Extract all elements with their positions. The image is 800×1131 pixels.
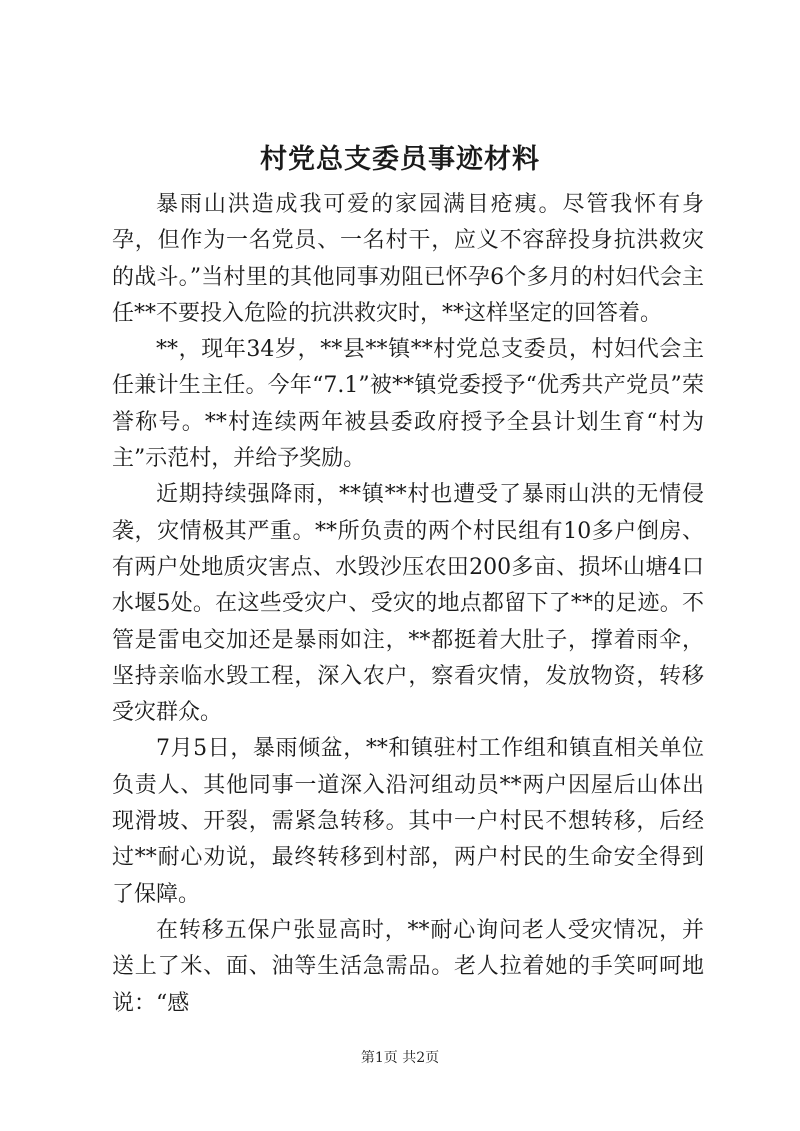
document-title: 村党总支委员事迹材料: [260, 144, 540, 175]
page-number-footer: 第1页 共2页: [360, 1050, 440, 1066]
document-body: [112, 187, 704, 1022]
paragraph: 在转移五保户张显高时，**耐心询问老人受灾情况，并送上了米、面、油等生活急需品。老人拉着她的手笑呵呵地说：“感: [112, 917, 704, 1016]
paragraph: **，现年34岁，**县**镇**村党总支委员，村妇代会主任兼计生主任。今年“7.1”被**镇党委授予“优秀共产党员”荣誉称号。**村连续两年被县委政府授予全县计划生育“村为主”示范村，并给予奖励。: [112, 337, 704, 472]
paragraph: 近期持续强降雨，**镇**村也遭受了暴雨山洪的无情侵袭，灾情极其严重。**所负责的两个村民组有10多户倒房、有两户处地质灾害点、水毁沙压农田200多亩、损坏山塘4口水堰5处。在这些受灾户、受灾的地点都留下了**的足迹。不管是雷电交加还是暴雨如注，**都挺着大肚子，撑着雨伞，坚持亲临水毁工程，深入农户，察看灾情，发放物资，转移受灾群众。: [112, 482, 704, 726]
paragraph: 暴雨山洪造成我可爱的家园满目疮痍。尽管我怀有身孕，但作为一名党员、一名村干，应义不容辞投身抗洪救灾的战斗。”当村里的其他同事劝阻已怀孕6个多月的村妇代会主任**不要投入危险的抗洪救灾时，**这样坚定的回答着。: [112, 192, 704, 326]
paragraph: 7月5日，暴雨倾盆，**和镇驻村工作组和镇直相关单位负责人、其他同事一道深入沿河组动员**两户因屋后山体出现滑坡、开裂，需紧急转移。其中一户村民不想转移，后经过**耐心劝说，最终转移到村部，两户村民的生命安全得到了保障。: [112, 736, 704, 907]
